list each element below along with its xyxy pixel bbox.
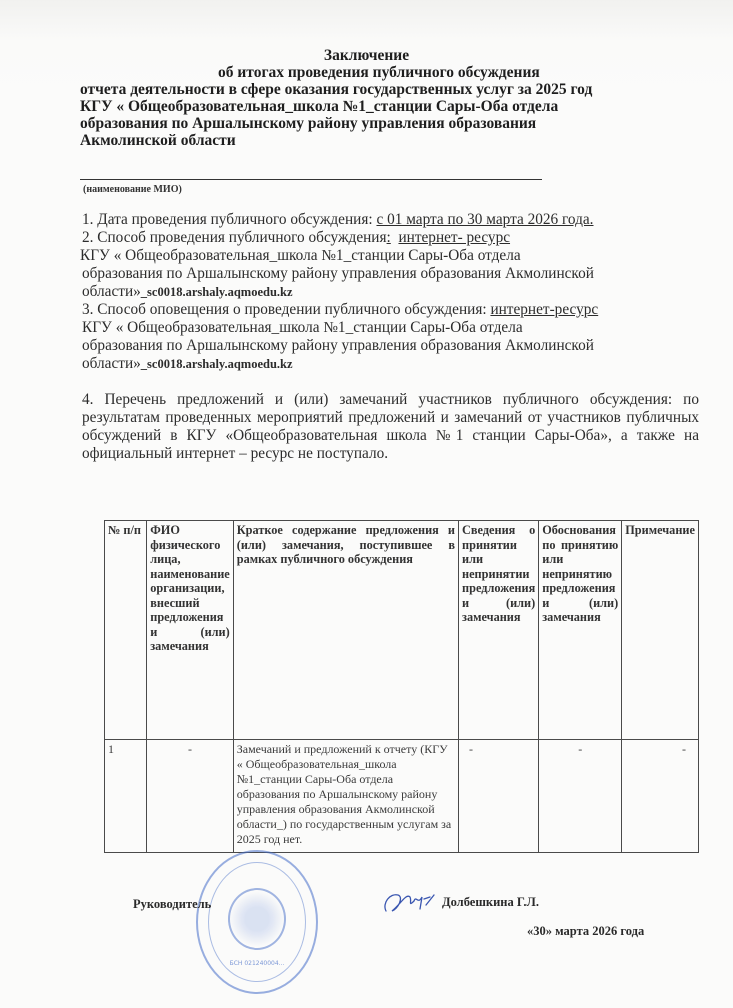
stamp-text: БСН 021240004... (229, 960, 285, 967)
row-participant: - (147, 740, 234, 853)
row-number: 1 (105, 740, 147, 853)
row-summary: Замечаний и предложений к отчету (КГУ « Общеобразовательная_школа №1_станции Сары-Оба отдела образования по Аршалынскому району управления образования Акмолинской области_) по государственным услугам за 2025 год нет. (233, 740, 458, 853)
document-heading-line: КГУ « Общеобразовательная_школа №1_станции Сары-Оба отдела (80, 98, 559, 115)
document-heading-line: Акмолинской области (80, 132, 236, 149)
document-subtitle: об итогах проведения публичного обсуждения (218, 64, 540, 81)
item-2-line (82, 283, 293, 301)
header-justification: Обоснования по принятию или непринятию предложения и (или) замечания (539, 521, 622, 740)
item-3-line: КГУ « Общеобразовательная_школа №1_станции Сары-Оба отдела (82, 319, 523, 336)
mio-label: (наименование МИО) (83, 184, 182, 195)
item-3-label: 3. Способ оповещения о проведении публичного обсуждения: (82, 301, 491, 318)
sign-date: «30» марта 2026 года (527, 924, 645, 938)
item-1-label: 1. Дата проведения публичного обсуждения: (82, 211, 377, 228)
item-1-discussion-date (82, 211, 594, 228)
mio-underline (80, 179, 542, 180)
header-number: № п/п (105, 521, 147, 740)
header-note: Примечание (622, 521, 699, 740)
proposals-table (104, 520, 699, 853)
row-decision: - (459, 740, 539, 853)
item-2-label: 2. Способ проведения публичного обсуждения (82, 229, 387, 246)
item-4-proposals-list: 4. Перечень предложений и (или) замечаний участников публичного обсуждения: по результатам проведенных мероприятий предложений и замечаний от участников публичных обсуждений в КГУ «Общеобразовательная школа №1 станции Сары-Оба», а также на официальный интернет – ресурс не поступало. (82, 391, 699, 462)
header-participant: ФИО физического лица, наименование организации, внесший предложения и (или) замечания (147, 521, 234, 740)
document-heading-line: отчета деятельности в сфере оказания государственных услуг за 2025 год (80, 81, 593, 98)
item-3-value: интернет-ресурс (490, 301, 599, 318)
item-3-notification-method (82, 301, 598, 318)
item-3-line-text: области» (82, 355, 141, 372)
item-2-website-link[interactable]: _sc0018.arshaly.aqmoedu.kz (140, 285, 293, 299)
item-3-line: образования по Аршалынскому району управления образования Акмолинской (82, 337, 594, 354)
table-row (105, 740, 699, 853)
row-note: - (622, 740, 699, 853)
document-heading-line: образования по Аршалынскому району управления образования (80, 115, 537, 132)
item-2-value: интернет- ресурс (398, 229, 511, 246)
item-2-line: образования по Аршалынскому району управления образования Акмолинской (82, 265, 594, 282)
state-emblem-icon (228, 888, 286, 950)
row-justification: - (539, 740, 622, 853)
item-2-line: КГУ « Общеобразовательная_школа №1_станции Сары-Оба отдела (80, 247, 521, 264)
signature-icon (380, 885, 438, 919)
role-label: Руководитель (133, 897, 212, 911)
item-1-value: с 01 марта по 30 марта 2026 года. (376, 211, 594, 228)
official-stamp (196, 850, 318, 994)
item-3-website-link[interactable]: _sc0018.arshaly.aqmoedu.kz (140, 357, 293, 371)
item-2-colon: : (386, 229, 391, 246)
item-2-discussion-method (82, 229, 510, 246)
item-2-line-text: области» (82, 283, 141, 300)
signer-name: Долбешкина Г.Л. (442, 895, 539, 909)
item-3-line (82, 355, 293, 373)
header-decision: Сведения о принятии или непринятии предложения и (или) замечания (459, 521, 539, 740)
header-summary: Краткое содержание предложения и (или) замечания, поступившее в рамках публичного обсуждения (233, 521, 458, 740)
table-header-row (105, 521, 699, 740)
document-title: Заключение (323, 47, 410, 64)
